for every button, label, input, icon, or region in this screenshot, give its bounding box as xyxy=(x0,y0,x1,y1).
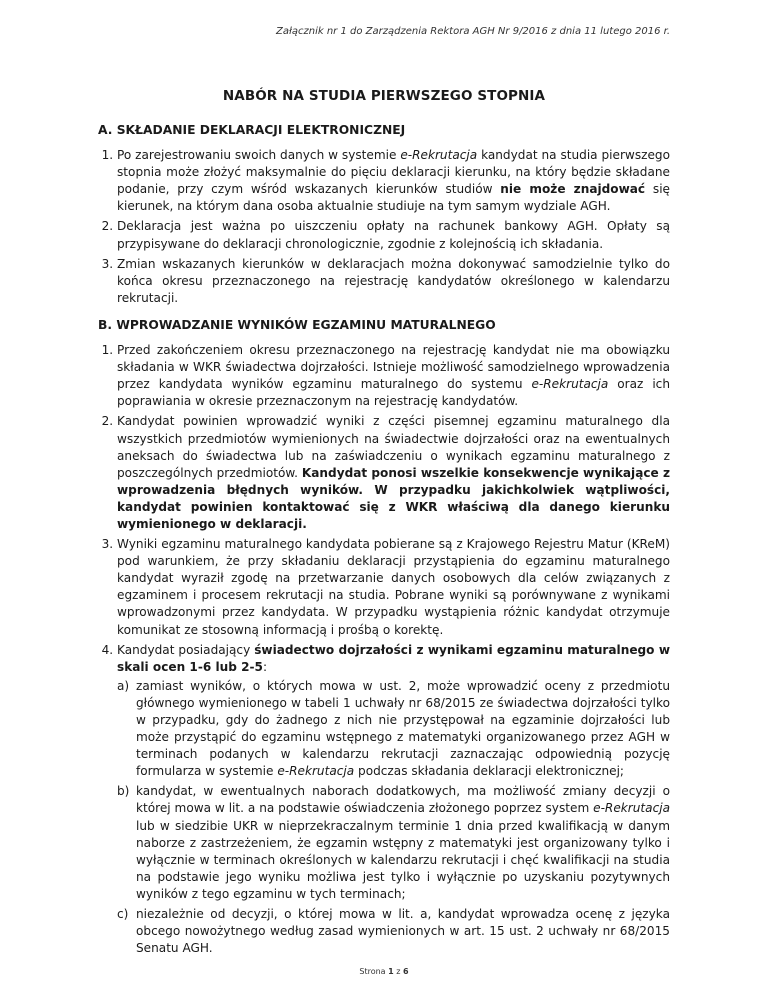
section-b-list xyxy=(98,342,670,957)
system-name: e-Rekrutacja xyxy=(400,148,478,163)
document-body xyxy=(98,122,670,967)
section-b-item-2 xyxy=(117,413,670,533)
sub-item-a xyxy=(117,678,670,781)
emphasis: Kandydat ponosi wszelkie konsekwencje wynikające z wprowadzenia błędnych wyników. W przypadku jakichkolwiek wątpliwości, kandydat powinien kontaktować się z WKR właściwą dla danego kierunku wymienionego w deklaracji. xyxy=(117,465,671,531)
sub-item-marker: b) xyxy=(117,784,130,799)
text-span: podczas składania deklaracji elektronicznej; xyxy=(354,764,624,779)
page-footer xyxy=(0,967,768,976)
text-span: Przed zakończeniem okresu przeznaczonego na rejestrację kandydat nie ma obowiązku składania w WKR świadectwa dojrzałości. Istnieje możliwość samodzielnego wprowadzenia przez kandydata wyników egzaminu maturalnego do systemu xyxy=(117,343,670,392)
text-span: kandydat na studia pierwszego stopnia może złożyć maksymalnie do pięciu deklaracji kierunku, na który będzie składane podanie, przy czym wśród wskazanych kierunków studiów xyxy=(117,148,670,197)
document-title: NABÓR NA STUDIA PIERWSZEGO STOPNIA xyxy=(222,88,546,104)
text-span: zamiast wyników, o których mowa w ust. 2, może wprowadzić oceny z przedmiotu głównego wymienionego w tabeli 1 uchwały nr 68/2015 ze świadectwa dojrzałości tylko w przypadku, gdy do żadnego z nich nie przystępował na egzaminie dojrzałości lub może przystąpić do egzaminu wstępnego z matematyki organizowanego przez AGH w terminach podanych w kalendarzu rekrutacji zaznaczając odpowiednią pozycję formularza w systemie xyxy=(136,678,670,779)
footer-separator: z xyxy=(393,967,404,976)
text-span: Kandydat powinien wprowadzić wyniki z części pisemnej egzaminu maturalnego dla wszystkich przedmiotów wymienionych na świadectwie dojrzałości oraz na ewentualnych aneksach do świadectwa lub na zaświadczeniu o wynikach egzaminu maturalnego z poszczególnych przedmiotów. xyxy=(117,414,670,480)
section-b-item-3: 3. Wyniki egzaminu maturalnego kandydata pobierane są z Krajowego Rejestru Matur (KReM) pod warunkiem, że przy składaniu deklaracji przystąpienia do egzaminu maturalnego kandydat wyraził zgodę na przetwarzanie danych osobowych dla celów związanych z egzaminem i procesem rekrutacji na studia. Pobrane wyniki są porównywane z wynikami wprowadzonymi przez kandydata. W przypadku wystąpienia różnic kandydat otrzymuje komunikat ze stosowną informacją i prośbą o korektę. xyxy=(117,536,670,639)
sub-item-marker: c) xyxy=(117,907,129,922)
emphasis: nie może znajdować xyxy=(500,182,646,197)
text-span: : xyxy=(262,659,268,674)
text-span: Kandydat posiadający xyxy=(117,642,255,657)
section-b-item-1 xyxy=(117,342,670,410)
text-span: oraz ich poprawiania w okresie przeznaczonym na rejestrację kandydatów. xyxy=(117,377,670,409)
system-name: e-Rekrutacja xyxy=(593,801,670,816)
text-span: lub w siedzibie UKR w nieprzekraczalnym terminie 1 dnia przed kwalifikacją w danym naborze z zastrzeżeniem, że egzamin wstępny z matematyki jest organizowany tylko i wyłącznie w terminach określonych w kalendarzu rekrutacji i chęć kwalifikacji na studia na podstawie jego wyniku możliwa jest tylko i wyłącznie po uzyskaniu pozytywnych wyników z tego egzaminu w tych terminach; xyxy=(136,818,670,901)
section-b-heading: B. WPROWADZANIE WYNIKÓW EGZAMINU MATURALNEGO xyxy=(98,317,496,332)
section-b-item-4-sublist xyxy=(117,678,670,958)
section-a-list xyxy=(98,147,670,307)
footer-label: Strona xyxy=(359,967,389,976)
section-b-item-4 xyxy=(117,642,670,958)
system-name: e-Rekrutacja xyxy=(277,764,355,779)
text-span: Po zarejestrowaniu swoich danych w systemie xyxy=(117,148,401,163)
text-span: niezależnie od decyzji, o której mowa w lit. a, kandydat wprowadza ocenę z języka obcego nowożytnego według zasad wymienionych w art. 15 ust. 2 uchwały nr 68/2015 Senatu AGH. xyxy=(136,907,670,956)
section-a-heading: A. SKŁADANIE DEKLARACJI ELEKTRONICZNEJ xyxy=(98,123,406,137)
sub-item-c xyxy=(117,906,670,957)
sub-item-marker: a) xyxy=(117,678,130,693)
total-pages-number: 6 xyxy=(403,967,409,976)
section-a-item-1 xyxy=(117,147,670,215)
section-a-item-2: 2. Deklaracja jest ważna po uiszczeniu opłaty na rachunek bankowy AGH. Opłaty są przypisywane do deklaracji chronologicznie, zgodnie z kolejnością ich składania. xyxy=(117,218,670,252)
emphasis: świadectwo dojrzałości z wynikami egzaminu maturalnego w skali ocen 1-6 lub 2-5 xyxy=(117,642,670,674)
document-header: Załącznik nr 1 do Zarządzenia Rektora AGH Nr 9/2016 z dnia 11 lutego 2016 r. xyxy=(276,26,670,37)
text-span: kandydat, w ewentualnych naborach dodatkowych, ma możliwość zmiany decyzji o której mowa w lit. a na podstawie oświadczenia złożonego poprzez system xyxy=(136,784,670,816)
text-span: się kierunek, na którym dana osoba aktualnie studiuje na tym samym wydziale AGH. xyxy=(117,182,670,214)
current-page-number: 1 xyxy=(388,967,394,976)
system-name: e-Rekrutacja xyxy=(531,377,609,392)
sub-item-b xyxy=(117,783,670,903)
section-a-item-3: 3. Zmian wskazanych kierunków w deklaracjach można dokonywać samodzielnie tylko do końca okresu przeznaczonego na rejestrację kandydatów określonego w kalendarzu rekrutacji. xyxy=(117,256,670,307)
